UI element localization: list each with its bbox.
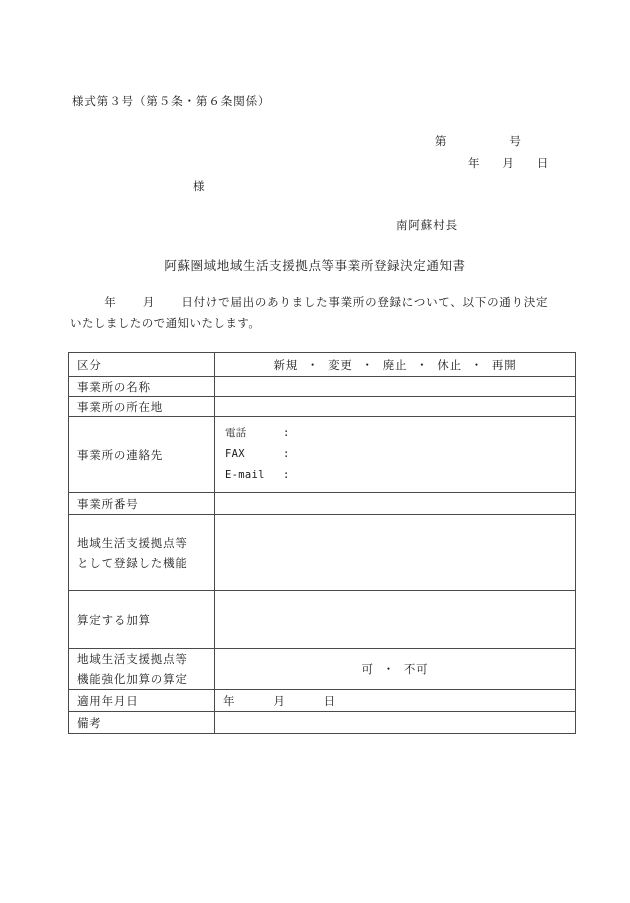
- row-value-office-number[interactable]: [215, 493, 576, 515]
- row-label-enhancement-addition: [69, 649, 215, 690]
- label-line-2: として登録した機能: [77, 555, 188, 570]
- row-value-additions-calculated[interactable]: [215, 591, 576, 649]
- choice-suspend[interactable]: 休止: [437, 357, 462, 372]
- row-value-effective-date[interactable]: [215, 690, 576, 712]
- table-row: [69, 649, 576, 690]
- effective-date-month: 月: [273, 693, 286, 708]
- row-label-additions-calculated: 算定する加算: [69, 591, 215, 649]
- row-value-office-name[interactable]: [215, 377, 576, 397]
- label-line-1: 地域生活支援拠点等: [77, 535, 188, 550]
- table-row: [69, 712, 576, 734]
- body-paragraph: [70, 292, 548, 334]
- choice-change[interactable]: 変更: [328, 357, 353, 372]
- row-label-office-address: 事業所の所在地: [69, 397, 215, 417]
- body-year: 年: [104, 295, 117, 309]
- row-value-remarks[interactable]: [215, 712, 576, 734]
- document-date-month: 月: [502, 156, 515, 170]
- document-number-suffix: 号: [509, 134, 522, 148]
- row-value-office-contact: [215, 417, 576, 493]
- body-month: 月: [142, 295, 156, 309]
- choice-abolish[interactable]: 廃止: [382, 357, 408, 372]
- choice-separator: ・: [416, 357, 429, 372]
- contact-phone-colon: :: [283, 427, 290, 439]
- registration-decision-table: [68, 352, 576, 734]
- contact-list: [223, 417, 567, 492]
- contact-fax-colon: :: [283, 448, 290, 460]
- effective-date-year: 年: [223, 693, 236, 708]
- row-value-office-address[interactable]: [215, 397, 576, 417]
- document-date-year: 年: [468, 156, 481, 170]
- table-row: [69, 690, 576, 712]
- table-row: [69, 515, 576, 591]
- row-label-registered-functions: [69, 515, 215, 591]
- effective-date-day: 日: [323, 693, 336, 708]
- contact-fax-label: FAX: [225, 448, 245, 460]
- table-row: [69, 397, 576, 417]
- table-row: [69, 377, 576, 397]
- addressee-honorific: 様: [193, 179, 206, 193]
- document-title: 阿蘇圏域地域生活支援拠点等事業所登録決定通知書: [164, 258, 466, 273]
- row-value-enhancement-addition: [215, 649, 576, 690]
- choice-separator: ・: [382, 662, 395, 676]
- label-line-2: 機能強化加算の算定: [77, 672, 188, 686]
- table-row: [69, 353, 576, 377]
- table-row: [69, 417, 576, 493]
- contact-phone-label: 電話: [225, 427, 247, 439]
- body-sentence: 日付けで届出のありました事業所の登録について、以下の通り決定いたしましたので通知いたします。: [70, 295, 548, 330]
- document-date-line: [468, 155, 549, 171]
- choice-permitted[interactable]: 可: [361, 662, 374, 676]
- contact-fax[interactable]: [225, 444, 567, 465]
- choice-separator: ・: [361, 357, 374, 372]
- label-line-1: 地域生活支援拠点等: [77, 652, 188, 666]
- choice-resume[interactable]: 再開: [491, 357, 517, 372]
- contact-email-label: E-mail: [225, 469, 265, 481]
- choice-separator: ・: [306, 357, 320, 372]
- row-label-office-number: 事業所番号: [69, 493, 215, 515]
- issuer-name: 南阿蘇村長: [396, 218, 458, 232]
- choice-not-permitted[interactable]: 不可: [403, 662, 429, 676]
- document-date-day: 日: [536, 156, 550, 170]
- document-number-line: [435, 133, 522, 149]
- table-row: [69, 493, 576, 515]
- row-label-office-name: 事業所の名称: [69, 377, 215, 397]
- label-text-block: [77, 533, 206, 573]
- choice-separator: ・: [470, 357, 484, 372]
- form-number: 様式第３号（第５条・第６条関係）: [72, 94, 271, 108]
- row-label-remarks: 備考: [69, 712, 215, 734]
- row-label-category: 区分: [69, 353, 215, 377]
- row-value-registered-functions[interactable]: [215, 515, 576, 591]
- table-row: [69, 591, 576, 649]
- choice-new[interactable]: 新規: [273, 357, 299, 372]
- contact-email[interactable]: [225, 465, 567, 486]
- contact-email-colon: :: [283, 469, 290, 481]
- row-label-effective-date: 適用年月日: [69, 690, 215, 712]
- row-value-category: [215, 353, 576, 377]
- row-label-office-contact: 事業所の連絡先: [69, 417, 215, 493]
- document-number-prefix: 第: [435, 134, 448, 148]
- contact-phone[interactable]: [225, 423, 567, 444]
- label-text-block: [77, 649, 206, 689]
